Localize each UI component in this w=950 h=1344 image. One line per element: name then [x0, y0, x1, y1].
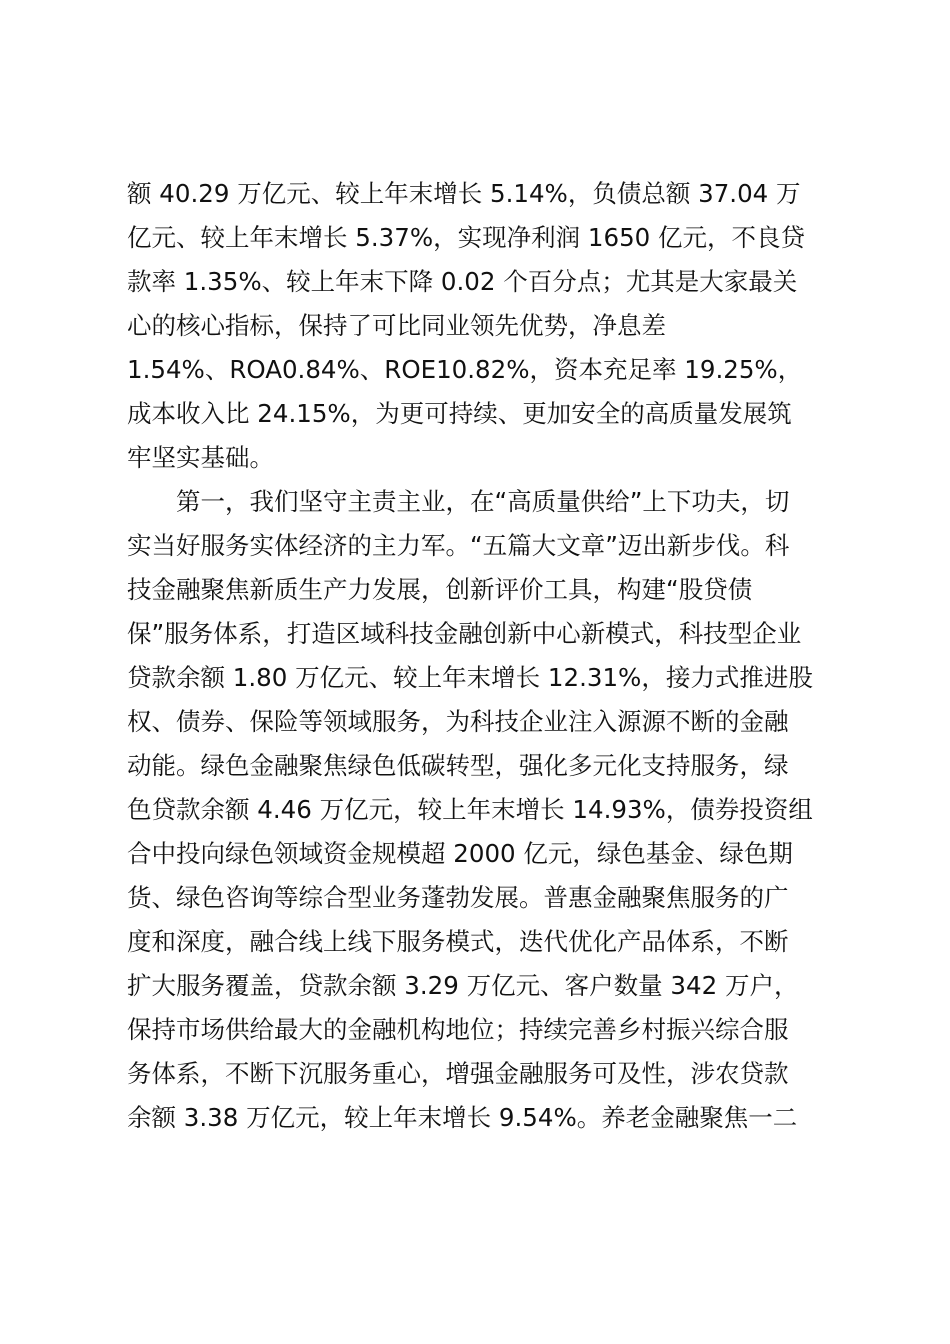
body-text	[127, 172, 837, 1140]
text-line: 货、绿色咨询等综合型业务蓬勃发展。普惠金融聚焦服务的广	[127, 883, 789, 912]
text-line: 保持市场供给最大的金融机构地位；持续完善乡村振兴综合服	[127, 1015, 789, 1044]
text-line: 款率 1.35%、较上年末下降 0.02 个百分点；尤其是大家最关	[127, 267, 798, 296]
text-line: 权、债券、保险等领域服务，为科技企业注入源源不断的金融	[127, 707, 789, 736]
paragraph-first-line: 第一，我们坚守主责主业，在“高质量供给”上下功夫，切	[176, 487, 790, 516]
text-line: 余额 3.38 万亿元，较上年末增长 9.54%。养老金融聚焦一二	[127, 1103, 798, 1132]
text-line: 1.54%、ROA0.84%、ROE10.82%，资本充足率 19.25%，	[127, 355, 803, 384]
text-line: 合中投向绿色领域资金规模超 2000 亿元，绿色基金、绿色期	[127, 839, 793, 868]
text-line: 度和深度，融合线上线下服务模式，迭代优化产品体系，不断	[127, 927, 789, 956]
text-line: 牢坚实基础。	[127, 443, 274, 472]
text-line: 亿元、较上年末增长 5.37%，实现净利润 1650 亿元，不良贷	[127, 223, 806, 252]
text-line: 保”服务体系，打造区域科技金融创新中心新模式，科技型企业	[127, 619, 802, 648]
text-line: 色贷款余额 4.46 万亿元，较上年末增长 14.93%，债券投资组	[127, 795, 813, 824]
text-line: 额 40.29 万亿元、较上年末增长 5.14%，负债总额 37.04 万	[127, 179, 801, 208]
text-line: 实当好服务实体经济的主力军。“五篇大文章”迈出新步伐。科	[127, 531, 790, 560]
text-line: 心的核心指标，保持了可比同业领先优势，净息差	[127, 311, 666, 340]
text-line: 扩大服务覆盖，贷款余额 3.29 万亿元、客户数量 342 万户，	[127, 971, 799, 1000]
text-line: 技金融聚焦新质生产力发展，创新评价工具，构建“股贷债	[127, 575, 753, 604]
text-line: 成本收入比 24.15%，为更可持续、更加安全的高质量发展筑	[127, 399, 792, 428]
text-line: 务体系，不断下沉服务重心，增强金融服务可及性，涉农贷款	[127, 1059, 789, 1088]
text-line: 贷款余额 1.80 万亿元、较上年末增长 12.31%，接力式推进股	[127, 663, 813, 692]
text-line: 动能。绿色金融聚焦绿色低碳转型，强化多元化支持服务，绿	[127, 751, 789, 780]
